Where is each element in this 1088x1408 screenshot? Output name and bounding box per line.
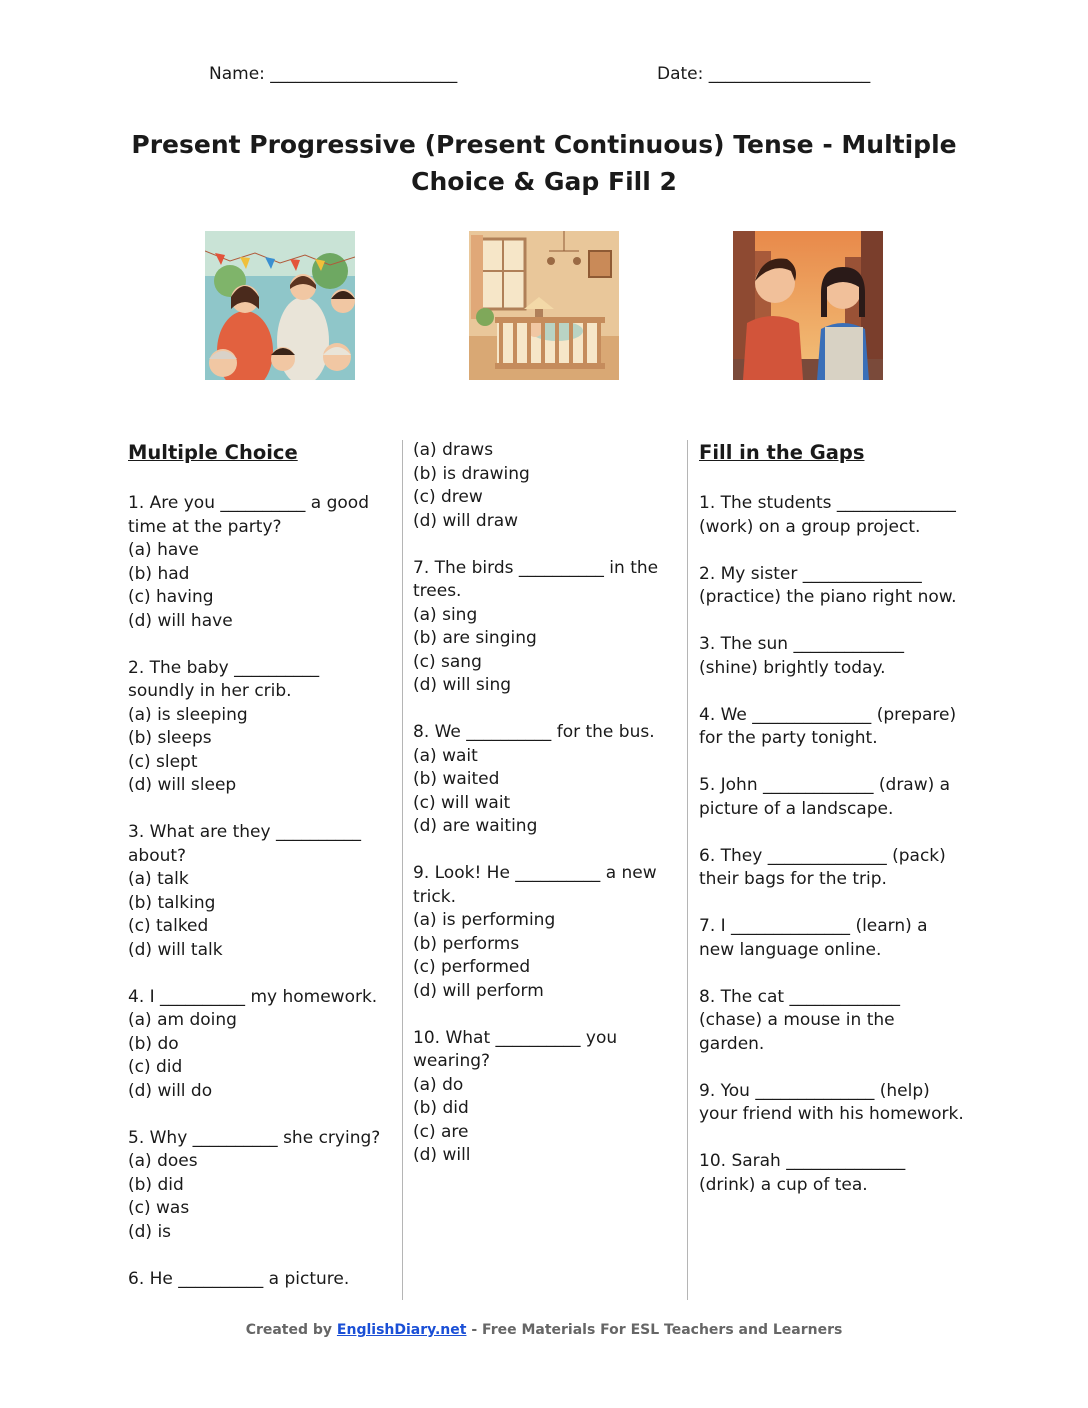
gap-item-1: 1. The students ______________ (work) on a group project.	[699, 493, 956, 537]
question-text: 4. I __________ my homework.	[128, 986, 378, 1007]
option: (a) sing	[413, 604, 478, 625]
option: (b) are singing	[413, 628, 537, 648]
mc-question-5	[128, 1127, 384, 1245]
option: (c) slept	[128, 751, 198, 772]
question-text: 3. What are they __________ about?	[128, 822, 361, 866]
mc-question-10	[413, 1027, 669, 1168]
mc-question-6	[128, 1268, 384, 1292]
option: (a) have	[128, 540, 199, 560]
option: (b) do	[128, 1033, 179, 1054]
option: (c) performed	[413, 957, 531, 977]
gap-item-7: 7. I ______________ (learn) a new language online.	[699, 916, 928, 960]
option: (a) draws	[413, 440, 494, 460]
option: (a) do	[413, 1074, 464, 1095]
option: (d) will	[413, 1145, 471, 1165]
multiple-choice-column-2	[413, 439, 669, 1191]
option: (d) will sleep	[128, 775, 237, 795]
question-text: 7. The birds __________ in the trees.	[413, 557, 659, 601]
mc-question-7	[413, 557, 669, 698]
baby-crib-illustration	[469, 231, 619, 380]
footer-site-link[interactable]: EnglishDiary.net	[336, 1322, 467, 1338]
mc-question-6-options	[413, 439, 669, 533]
option: (c) are	[413, 1121, 469, 1142]
gap-item-9: 9. You ______________ (help) your friend with his homework.	[699, 1080, 964, 1124]
option: (b) is drawing	[413, 463, 530, 484]
option: (c) did	[128, 1057, 183, 1077]
option: (c) sang	[413, 651, 482, 672]
mc-question-8	[413, 721, 669, 839]
option: (d) will perform	[413, 980, 544, 1001]
gap-item-2: 2. My sister ______________ (practice) the piano right now.	[699, 563, 957, 607]
mc-question-2	[128, 657, 384, 798]
option: (a) wait	[413, 745, 478, 766]
gap-item-5: 5. John _____________ (draw) a picture of a landscape.	[699, 775, 951, 819]
option: (b) waited	[413, 769, 500, 789]
gap-item-6: 6. They ______________ (pack) their bags for the trip.	[699, 845, 946, 889]
multiple-choice-column-1	[128, 438, 384, 1315]
option: (d) will talk	[128, 939, 223, 960]
question-text: 8. We __________ for the bus.	[413, 722, 655, 742]
option: (d) will have	[128, 610, 233, 631]
conversation-illustration	[733, 231, 883, 380]
mc-question-4	[128, 986, 384, 1104]
date-field-label: Date: ___________________	[657, 64, 871, 84]
fill-in-gaps-column	[699, 438, 964, 1221]
option: (c) having	[128, 587, 214, 607]
column-divider-right	[687, 440, 688, 1300]
question-text: 10. What __________ you wearing?	[413, 1027, 618, 1071]
footer-prefix: Created by	[245, 1322, 337, 1338]
option: (c) talked	[128, 916, 209, 936]
column-divider-left	[402, 440, 403, 1300]
footer-credit	[0, 1322, 1088, 1338]
option: (a) is sleeping	[128, 704, 248, 725]
gap-item-8: 8. The cat _____________ (chase) a mouse in the garden.	[699, 986, 900, 1054]
option: (d) are waiting	[413, 816, 538, 836]
option: (a) talk	[128, 869, 189, 889]
option: (b) sleeps	[128, 728, 212, 748]
option: (d) will draw	[413, 510, 519, 531]
question-text: 9. Look! He __________ a new trick.	[413, 863, 657, 907]
mc-question-1	[128, 492, 384, 633]
gap-item-10: 10. Sarah ______________ (drink) a cup of tea.	[699, 1151, 906, 1195]
option: (d) will sing	[413, 675, 512, 695]
page-title	[120, 126, 968, 200]
option: (d) will do	[128, 1080, 213, 1101]
title-line-1: Present Progressive (Present Continuous) Tense - Multiple	[131, 130, 957, 159]
mc-question-9	[413, 862, 669, 1003]
question-text: 6. He __________ a picture.	[128, 1268, 350, 1289]
party-illustration	[205, 231, 355, 380]
option: (a) does	[128, 1151, 198, 1171]
title-line-2: Choice & Gap Fill 2	[411, 167, 677, 196]
option: (c) will wait	[413, 792, 511, 813]
option: (b) did	[413, 1098, 469, 1118]
option: (b) performs	[413, 933, 520, 954]
option: (b) did	[128, 1174, 184, 1195]
multiple-choice-heading: Multiple Choice	[128, 441, 298, 464]
option: (b) talking	[128, 892, 216, 913]
name-field-label: Name: ______________________	[209, 64, 458, 84]
fill-in-gaps-heading: Fill in the Gaps	[699, 441, 865, 464]
question-text: 1. Are you __________ a good time at the party?	[128, 493, 369, 537]
mc-question-3	[128, 821, 384, 962]
question-text: 2. The baby __________ soundly in her crib.	[128, 657, 320, 701]
option: (a) is performing	[413, 910, 556, 930]
gap-item-3: 3. The sun _____________ (shine) brightly today.	[699, 634, 904, 678]
question-text: 5. Why __________ she crying?	[128, 1127, 381, 1148]
option: (d) is	[128, 1221, 172, 1242]
footer-suffix: - Free Materials For ESL Teachers and Learners	[466, 1322, 843, 1338]
option: (a) am doing	[128, 1010, 237, 1030]
option: (c) was	[128, 1198, 190, 1218]
gap-item-4: 4. We ______________ (prepare) for the party tonight.	[699, 704, 957, 748]
option: (c) drew	[413, 487, 483, 507]
option: (b) had	[128, 563, 190, 584]
